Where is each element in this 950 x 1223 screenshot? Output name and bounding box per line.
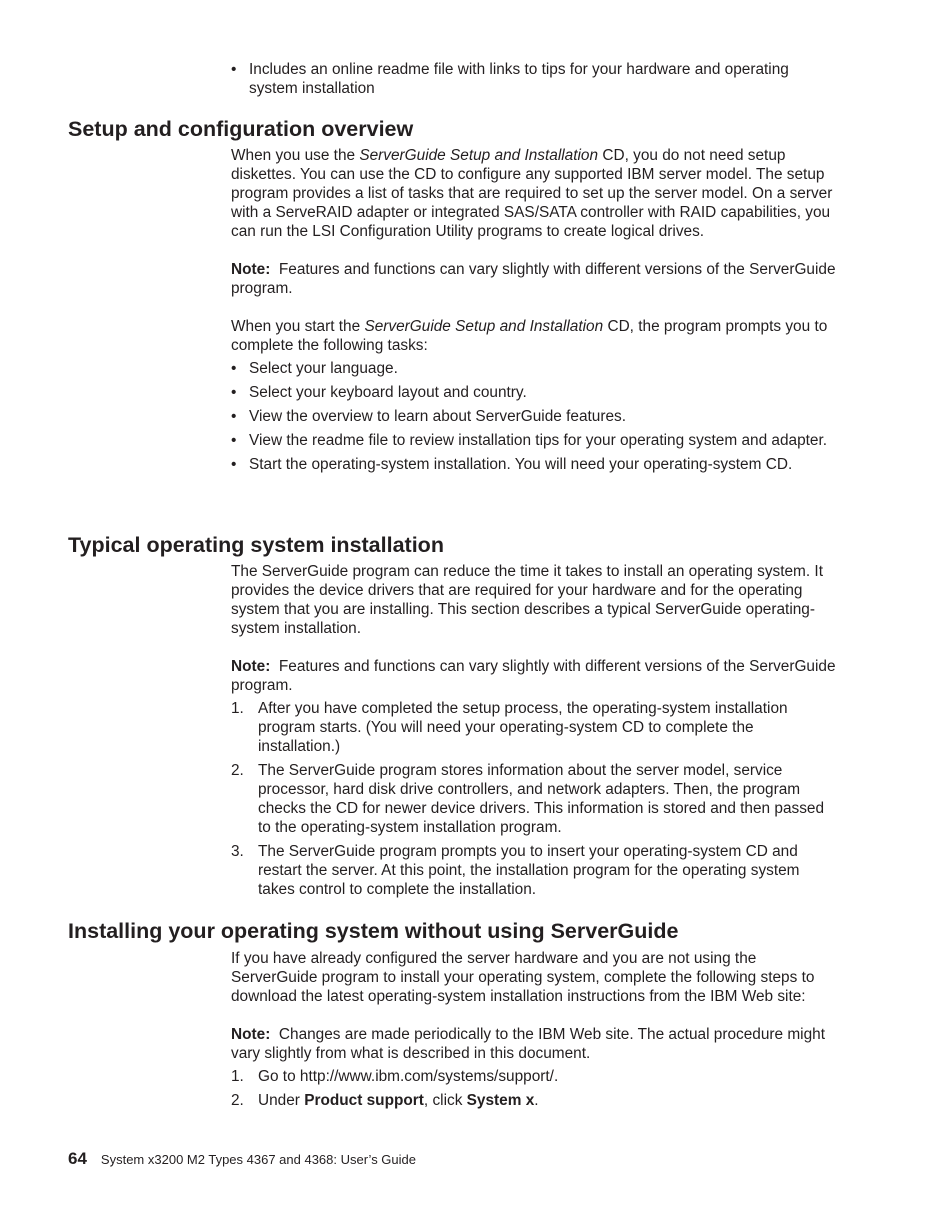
step-list xyxy=(231,699,839,899)
page-footer xyxy=(68,1149,416,1170)
list-item: • Includes an online readme file with links to tips for your hardware and operating system installation xyxy=(231,60,839,98)
note-label: Note: xyxy=(231,1026,271,1043)
section-heading-setup-overview: Setup and configuration overview xyxy=(68,117,414,141)
note: Note: Features and functions can vary slightly with different versions of the ServerGuide program. xyxy=(231,261,836,297)
section-body-typical-install xyxy=(231,562,839,899)
paragraph: When you start the ServerGuide Setup and Installation CD, the program prompts you to complete the following tasks: xyxy=(231,318,828,354)
step-list xyxy=(231,1067,839,1110)
list-item: • Start the operating-system installation. You will need your operating-system CD. xyxy=(231,455,839,474)
list-item: 2. The ServerGuide program stores information about the server model, service processor, hard disk drive controllers, and network adapters. Then, the program checks the CD for newer device drivers. This information is stored and then passed to the operating-system installation program. xyxy=(231,762,825,836)
paragraph: When you use the ServerGuide Setup and Installation CD, you do not need setup diskettes. You can use the CD to configure any supported IBM server model. The setup program provides a list of tasks that are required to set up the server model. On a server with a ServeRAID adapter or integrated SAS/SATA controller with RAID capabilities, you can run the LSI Configuration Utility programs to create logical drives. xyxy=(231,147,833,240)
note: Note: Changes are made periodically to the IBM Web site. The actual procedure might vary slightly from what is described in this document. xyxy=(231,1026,825,1062)
note-label: Note: xyxy=(231,261,271,278)
list-item: • View the overview to learn about ServerGuide features. xyxy=(231,407,839,426)
document-title: System x3200 M2 Types 4367 and 4368: User’s Guide xyxy=(100,1152,417,1167)
list-item: • Select your language. xyxy=(231,359,839,378)
intro-list xyxy=(231,60,839,98)
list-item: 1. After you have completed the setup process, the operating-system installation program starts. (You will need your operating-system CD to complete the installation.) xyxy=(231,700,788,755)
list-item: 2. Under Product support, click System x. xyxy=(231,1092,539,1109)
task-list xyxy=(231,359,839,474)
note-label: Note: xyxy=(231,658,271,675)
list-item: 3. The ServerGuide program prompts you to insert your operating-system CD and restart the server. At this point, the installation program for the operating system takes control to complete the installation. xyxy=(231,843,800,898)
paragraph: The ServerGuide program can reduce the time it takes to install an operating system. It provides the device drivers that are required for your hardware and for the operating system that you are installing. This section describes a typical ServerGuide operating-system installation. xyxy=(231,563,823,637)
section-body-setup-overview xyxy=(231,146,839,474)
paragraph: If you have already configured the server hardware and you are not using the ServerGuide program to install your operating system, complete the following steps to download the latest operating-system installation instructions from the IBM Web site: xyxy=(231,950,815,1005)
section-heading-typical-install: Typical operating system installation xyxy=(68,533,444,557)
list-item: • Select your keyboard layout and country. xyxy=(231,383,839,402)
section-heading-install-without-serverguide: Installing your operating system without using ServerGuide xyxy=(68,919,679,943)
list-item: • View the readme file to review installation tips for your operating system and adapter. xyxy=(231,431,839,450)
page-number: 64 xyxy=(68,1149,87,1168)
list-item: 1. Go to http://www.ibm.com/systems/support/. xyxy=(231,1068,559,1085)
section-body-install-without-serverguide xyxy=(231,949,839,1110)
note: Note: Features and functions can vary slightly with different versions of the ServerGuide program. xyxy=(231,658,836,694)
